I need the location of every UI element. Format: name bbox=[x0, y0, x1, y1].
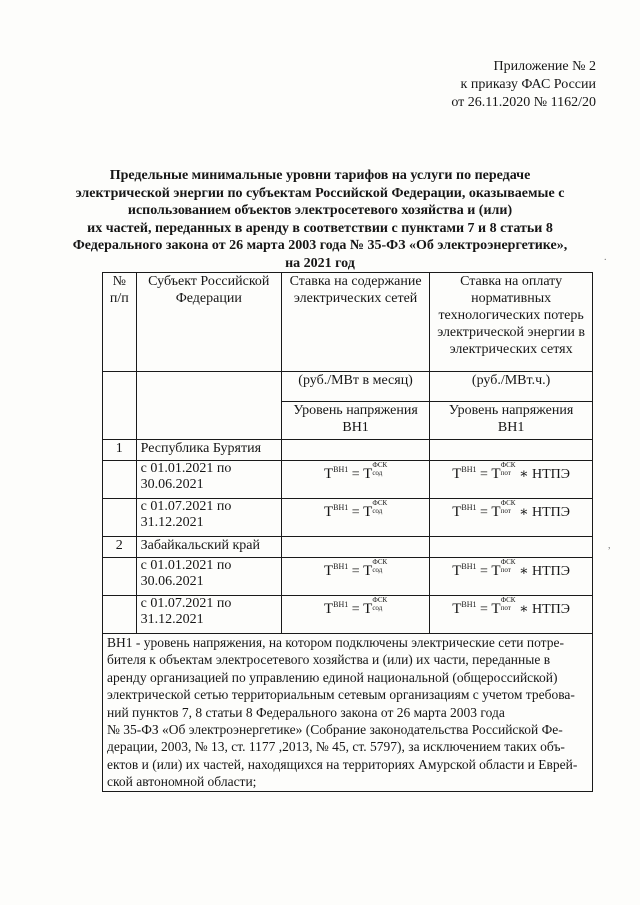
footnote-line: аренду организацией по управлению единой национальной (общероссийской) bbox=[107, 669, 558, 685]
period-line: с 01.07.2021 по bbox=[140, 596, 232, 611]
title-line: их частей, переданных в аренду в соответствии с пунктами 7 и 8 статьи 8 bbox=[87, 220, 553, 236]
footnote-line: № 35-ФЗ «Об электроэнергетике» (Собрание законодательства Российской Фе- bbox=[107, 722, 563, 738]
empty-cell bbox=[103, 372, 137, 440]
formula-losses: $Т^{ВН1} = Т$ ФСК пот ∗ НТПЭ bbox=[430, 461, 593, 499]
period-line: 31.12.2021 bbox=[140, 612, 204, 627]
appendix-line-1: Приложение № 2 bbox=[493, 59, 596, 74]
title-line: использованием объектов электросетевого хозяйства и (или) bbox=[127, 203, 513, 218]
formula-maintenance: $Т^{ВН1} = Т$ ФСК сод bbox=[281, 499, 429, 537]
title-line: на 2021 год bbox=[285, 255, 355, 271]
appendix-line-3: от 26.11.2020 № 1162/20 bbox=[451, 95, 596, 110]
period-line: 31.12.2021 bbox=[140, 515, 204, 530]
header-num: № п/п bbox=[103, 273, 137, 372]
formula-losses: $Т^{ВН1} = Т$ ФСК пот ∗ НТПЭ bbox=[430, 499, 593, 537]
title-line: электрической энергии по субъектам Российской Федерации, оказываемые с bbox=[75, 185, 565, 201]
footnote-line: ВН1 - уровень напряжения, на котором подключены электрические сети потре- bbox=[107, 635, 564, 650]
empty-cell bbox=[281, 440, 429, 461]
formula-maintenance: $Т^{ВН1} = Т$ ФСК сод bbox=[281, 461, 429, 499]
period-line: с 01.07.2021 по bbox=[140, 499, 232, 514]
period-cell bbox=[136, 499, 281, 537]
title-line: Федерального закона от 26 марта 2003 года № 35-ФЗ «Об электроэнергетике», bbox=[72, 238, 568, 253]
period-row bbox=[103, 558, 593, 596]
unit-losses: (руб./МВт.ч.) bbox=[430, 372, 593, 402]
period-line: 30.06.2021 bbox=[140, 574, 204, 589]
period-line: с 01.01.2021 по bbox=[140, 558, 232, 573]
region-num: 1 bbox=[103, 440, 137, 461]
footnote-cell bbox=[103, 634, 593, 792]
empty-cell bbox=[281, 537, 429, 558]
period-line: с 01.01.2021 по bbox=[140, 461, 232, 476]
header-rate-losses: Ставка на оплату нормативных технологических потерь электрической энергии в электрических сетях bbox=[430, 273, 593, 372]
period-cell bbox=[136, 596, 281, 634]
header-subject: Субъект Российской Федерации bbox=[136, 273, 281, 372]
region-name: Забайкальский край bbox=[136, 537, 281, 558]
empty-cell bbox=[430, 537, 593, 558]
formula-losses: $Т^{ВН1} = Т$ ФСК пот ∗ НТПЭ bbox=[430, 596, 593, 634]
period-cell bbox=[136, 558, 281, 596]
region-row bbox=[103, 537, 593, 558]
empty-cell bbox=[103, 558, 137, 596]
footnote-line: дерации, 2003, № 13, ст. 1177 ,2013, № 45, ст. 5797), за исключением таких объ- bbox=[107, 739, 565, 755]
level-losses: Уровень напряжения ВН1 bbox=[430, 402, 593, 440]
title-line: Предельные минимальные уровни тарифов на услуги по передаче bbox=[109, 168, 531, 183]
header-rate-maintenance: Ставка на содержание электрических сетей bbox=[281, 273, 429, 372]
period-line: 30.06.2021 bbox=[140, 477, 204, 492]
formula-maintenance: $Т^{ВН1} = Т$ ФСК сод bbox=[281, 596, 429, 634]
footnote-line: бителя к объектам электросетевого хозяйства и (или) их части, переданные в bbox=[107, 652, 551, 668]
formula-losses: $Т^{ВН1} = Т$ ФСК пот ∗ НТПЭ bbox=[430, 558, 593, 596]
footnote-line: электрической сетью территориальным сетевым организациям с учетом требова- bbox=[107, 687, 575, 703]
empty-cell bbox=[103, 596, 137, 634]
period-row bbox=[103, 499, 593, 537]
footnote-line: ектов и (или) их частей, находящихся на территориях Амурской области и Еврей- bbox=[107, 756, 578, 772]
footnote-line: ской автономной области; bbox=[107, 774, 257, 790]
appendix-block bbox=[451, 58, 596, 112]
footnote-row bbox=[103, 634, 593, 792]
unit-maintenance: (руб./МВт в месяц) bbox=[281, 372, 429, 402]
empty-cell bbox=[103, 461, 137, 499]
empty-cell bbox=[103, 499, 137, 537]
scan-mark: , bbox=[608, 540, 611, 551]
tariff-table bbox=[102, 272, 593, 792]
empty-cell bbox=[136, 372, 281, 440]
table-header-row bbox=[103, 273, 593, 372]
scan-mark: . bbox=[604, 252, 607, 263]
units-row bbox=[103, 372, 593, 402]
region-num: 2 bbox=[103, 537, 137, 558]
period-row bbox=[103, 461, 593, 499]
period-row bbox=[103, 596, 593, 634]
appendix-line-2: к приказу ФАС России bbox=[460, 77, 596, 92]
footnote-line: ний пунктов 7, 8 статьи 8 Федерального закона от 26 марта 2003 года bbox=[107, 704, 505, 720]
period-cell bbox=[136, 461, 281, 499]
formula-maintenance: $Т^{ВН1} = Т$ ФСК сод bbox=[281, 558, 429, 596]
region-name: Республика Бурятия bbox=[136, 440, 281, 461]
document-title bbox=[28, 167, 612, 272]
level-maintenance: Уровень напряжения ВН1 bbox=[281, 402, 429, 440]
region-row bbox=[103, 440, 593, 461]
empty-cell bbox=[430, 440, 593, 461]
